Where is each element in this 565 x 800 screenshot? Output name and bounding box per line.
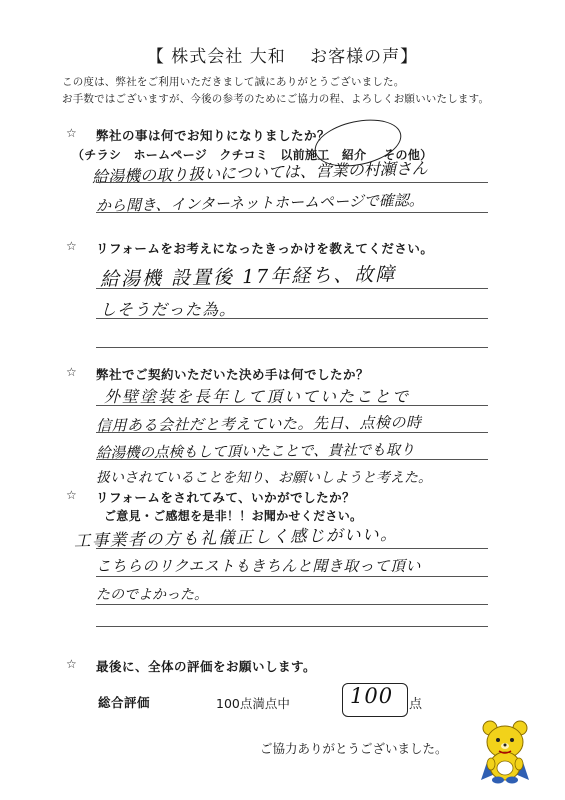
score-value: 100 [350,684,394,708]
score-max-label: 100点満点中 [216,696,290,711]
q1-answer-line-2: から聞き、インターネットホームページで確認。 [95,191,424,215]
q4-answer-line-2: こちらのリクエストもきちんと聞き取って頂い [96,557,421,575]
question-2: リフォームをお考えになったきっかけを教えてください。 [96,241,434,256]
yellow-bear-mascot-icon [477,718,533,784]
star-icon: ☆ [66,126,77,140]
answer-rule [96,626,488,627]
answer-rule [96,318,488,319]
q3-answer-line-2: 信用ある会社だと考えていた。先日、点検の時 [95,413,422,435]
answer-rule [96,347,488,348]
q4-subline: ご意見・ご感想を是非！！お聞かせください。 [104,509,363,523]
q4-answer-line-3: たのでよかった。 [96,587,208,603]
answer-rule [96,212,488,213]
q4-answer-line-1: 工事業者の方も礼儀正しく感じがいい。 [73,524,399,551]
q1-answer-line-1: 給湯機の取り扱いについては、営業の村瀬さん [91,158,428,187]
answer-rule [96,288,488,289]
q2-answer-line-2: しそうだった為。 [100,300,237,319]
page-title: 【 株式会社 大和 お客様の声】 [146,47,419,67]
score-label: 総合評価 [98,695,151,710]
star-icon: ☆ [66,657,77,671]
answer-rule [96,548,488,549]
answer-rule [96,576,488,577]
q3-answer-line-3: 給湯機の点検もして頂いたことで、貴社でも取り [95,442,415,462]
question-5: 最後に、全体の評価をお願いします。 [96,659,317,674]
star-icon: ☆ [66,239,77,253]
q1-options: （チラシ ホームページ クチコミ 以前施工 紹介 その他） [72,148,433,162]
question-4: リフォームをされてみて、いかがでしたか？ [96,490,356,505]
answer-rule [96,604,488,605]
intro-line-1: この度は、弊社をご利用いただきまして誠にありがとうございました。 [62,76,405,88]
star-icon: ☆ [66,365,77,379]
answer-rule [96,182,488,183]
closing-message: ご協力ありがとうございました。 [260,741,448,756]
question-3: 弊社でご契約いただいた決め手は何でしたか？ [96,367,370,382]
q2-answer-line-1: 給湯機 設置後 17年経ち、故障 [99,263,397,291]
answer-rule [96,432,488,433]
q3-answer-line-1: 外壁塗装を長年して頂いていたことで [104,387,411,406]
answer-rule [96,405,488,406]
intro-line-2: お手数ではございますが、今後の参考のためにご協力の程、よろしくお願いいたします。 [62,93,490,105]
score-unit: 点 [409,697,423,712]
answer-rule [96,459,488,460]
question-1: 弊社の事は何でお知りになりましたか？ [96,128,331,143]
star-icon: ☆ [66,488,77,502]
q3-answer-line-4: 扱いされていることを知り、お願いしようと考えた。 [96,470,432,486]
